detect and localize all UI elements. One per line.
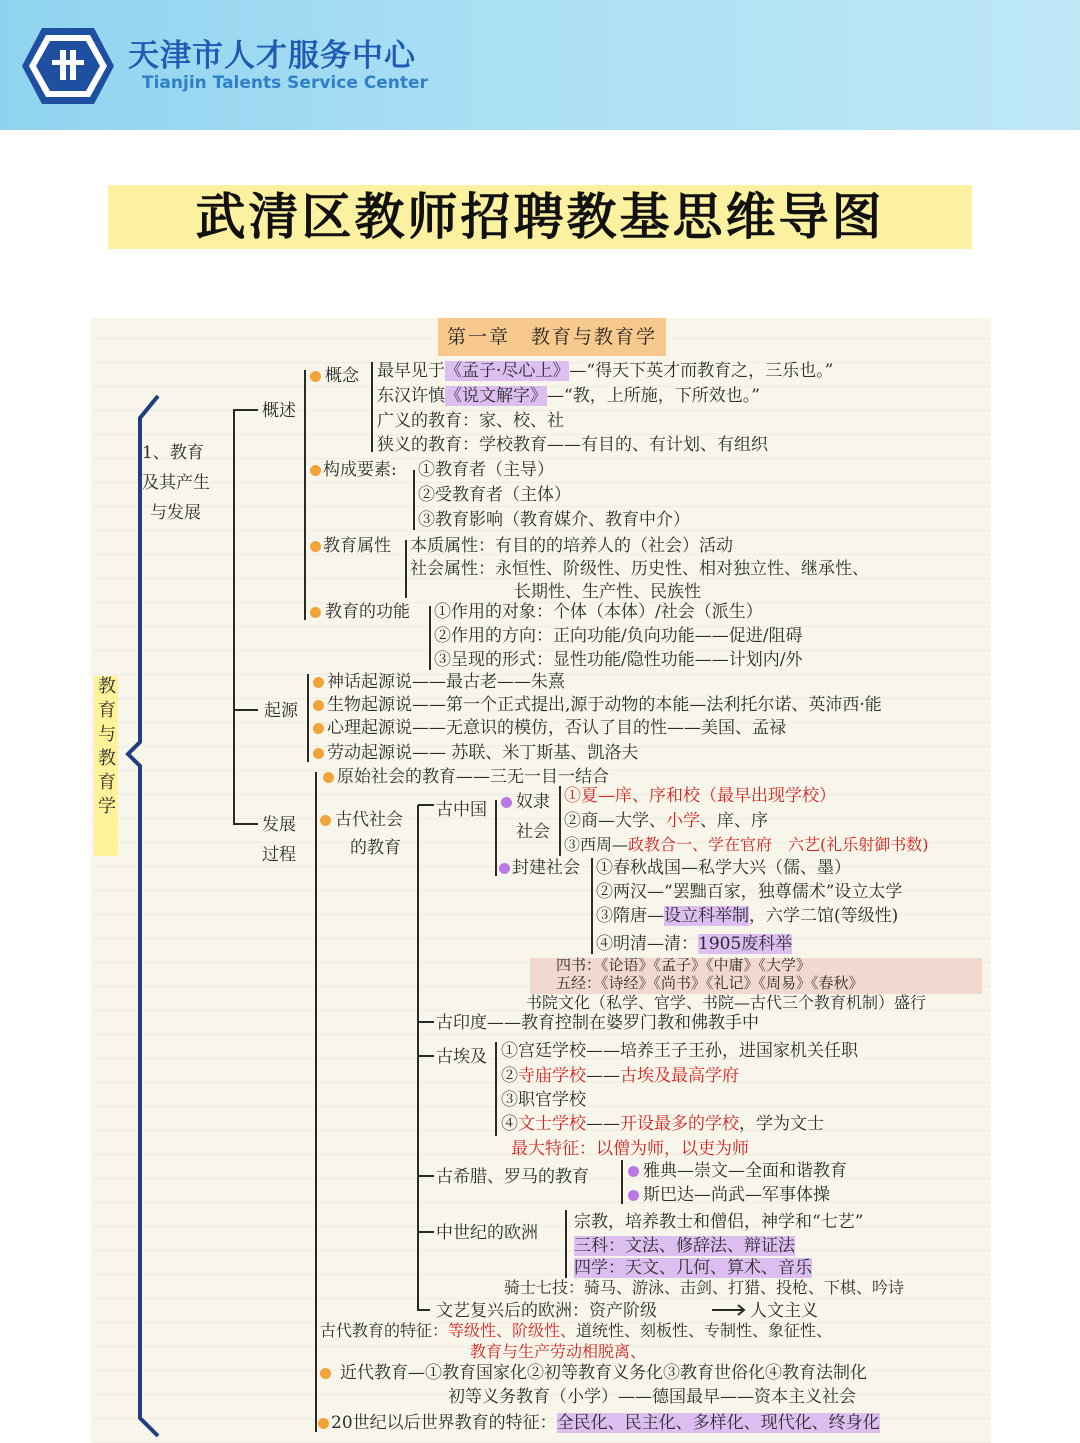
medieval-item-4: 骑士七技：骑马、游泳、击剑、打猎、投枪、下棋、吟诗 xyxy=(504,1278,905,1297)
attributes-item-3: 长期性、生产性、民族性 xyxy=(514,582,701,602)
concept-line-4: 狭义的教育：学校教育——有目的、有计划、有组织 xyxy=(377,435,768,455)
bullet-dot xyxy=(313,700,324,711)
bullet-dot-purple xyxy=(501,797,512,808)
medieval-item-2: 三科：文法、修辞法、辩证法 xyxy=(574,1236,795,1256)
concept-line-1: 最早见于《孟子·尽心上》—“得天下英才而教育之，三乐也。” xyxy=(377,361,834,381)
overview-label: 概述 xyxy=(262,401,296,421)
medieval-item-1: 宗教，培养教士和僧侣，神学和“七艺” xyxy=(574,1212,864,1232)
egypt-label: 古埃及 xyxy=(436,1047,487,1067)
bullet-dot xyxy=(323,772,334,783)
bullet-dot xyxy=(320,815,331,826)
egypt-item-4: ④文士学校——开设最多的学校，学为文士 xyxy=(501,1114,824,1134)
feudal-item-4: ④明清—清：1905废科举 xyxy=(596,934,793,954)
four-books: 四书：《论语》《孟子》《中庸》《大学》 xyxy=(556,956,812,974)
bullet-dot xyxy=(310,371,321,382)
renaissance-b: 人文主义 xyxy=(750,1301,818,1321)
feudal-item-2: ②两汉—“罢黜百家，独尊儒术”设立太学 xyxy=(596,882,903,902)
feudal-item-1: ①春秋战国—私学大兴（儒、墨） xyxy=(596,858,851,878)
bullet-dot xyxy=(310,465,321,476)
greece-item-2: 斯巴达—尚武—军事体操 xyxy=(643,1185,830,1205)
greece-label: 古希腊、罗马的教育 xyxy=(436,1167,589,1187)
bullet-dot xyxy=(310,607,321,618)
attributes-item-1: 本质属性：有目的的培养人的（社会）活动 xyxy=(410,536,733,556)
section-1-label: 1、教育 xyxy=(142,443,204,463)
bullet-dot xyxy=(318,1418,329,1429)
five-classics: 五经：《诗经》《尚书》《礼记》《周易》《春秋》 xyxy=(556,974,864,992)
bullet-dot-purple xyxy=(628,1190,639,1201)
section-1-label-b: 及其产生 xyxy=(142,473,210,493)
xia-item: ①夏—庠、序和校（最早出现学校） xyxy=(564,786,836,806)
greece-item-1: 雅典—崇文—全面和谐教育 xyxy=(643,1161,847,1181)
functions-label: 教育的功能 xyxy=(325,602,410,622)
elements-item-3: ③教育影响（教育媒介、教育中介） xyxy=(418,510,690,530)
ancient-features: 古代教育的特征：等级性、阶级性、道统性、刻板性、专制性、象征性、 xyxy=(320,1321,833,1340)
egypt-item-1: ①宫廷学校——培养王子王孙，进国家机关任职 xyxy=(501,1041,858,1061)
elements-item-1: ①教育者（主导） xyxy=(418,460,554,480)
origin-label: 起源 xyxy=(264,701,298,721)
ancient-label-b: 的教育 xyxy=(350,838,401,858)
elements-label: 构成要素: xyxy=(323,460,397,480)
origin-item-1: 神话起源说——最古老——朱熹 xyxy=(327,672,565,692)
ancient-label-a: 古代社会 xyxy=(335,810,403,830)
bullet-dot xyxy=(310,541,321,552)
concept-line-2: 东汉许慎《说文解字》—“教，上所施，下所效也。” xyxy=(377,386,760,406)
century-20-features: 20世纪以后世界教育的特征：全民化、民主化、多样化、现代化、终身化 xyxy=(331,1413,880,1433)
bullet-dot-purple xyxy=(499,863,510,874)
modern-education-2: 初等义务教育（小学）——德国最早——资本主义社会 xyxy=(448,1387,856,1407)
concept-line-3: 广义的教育：家、校、社 xyxy=(377,411,564,431)
primitive-education: 原始社会的教育——三无一目一结合 xyxy=(337,767,609,787)
china-label: 古中国 xyxy=(436,800,487,820)
medieval-label: 中世纪的欧洲 xyxy=(436,1223,538,1243)
zhou-item: ③西周—政教合一、学在官府 六艺(礼乐射御书数) xyxy=(564,835,929,854)
functions-item-2: ②作用的方向：正向功能/负向功能——促进/阻碍 xyxy=(434,626,803,646)
org-name-en: Tianjin Talents Service Center xyxy=(142,73,428,93)
origin-item-3: 心理起源说——无意识的模仿，否认了目的性——美国、孟禄 xyxy=(327,718,786,738)
bullet-dot xyxy=(320,1368,331,1379)
development-label-a: 发展 xyxy=(262,815,296,835)
chapter-heading: 第一章 教育与教育学 xyxy=(438,318,666,356)
egypt-feature: 最大特征：以僧为师，以吏为师 xyxy=(511,1139,749,1159)
origin-item-4: 劳动起源说—— 苏联、米丁斯基、凯洛夫 xyxy=(327,743,639,763)
egypt-item-2: ②寺庙学校——古埃及最高学府 xyxy=(501,1066,739,1086)
section-1-label-c: 与发展 xyxy=(150,503,201,523)
bullet-dot xyxy=(313,677,324,688)
origin-item-2: 生物起源说——第一个正式提出,源于动物的本能—法利托尔诺、英沛西·能 xyxy=(327,695,882,715)
attributes-label: 教育属性 xyxy=(323,536,391,556)
renaissance-a: 文艺复兴后的欧洲：资产阶级 xyxy=(436,1301,657,1321)
root-brace xyxy=(128,396,158,1436)
slave-label-a: 奴隶 xyxy=(516,792,550,812)
bullet-dot xyxy=(313,748,324,759)
elements-item-2: ②受教育者（主体） xyxy=(418,485,571,505)
egypt-item-3: ③职官学校 xyxy=(501,1090,586,1110)
bullet-dot-purple xyxy=(628,1166,639,1177)
shang-item: ②商—大学、小学、庠、序 xyxy=(564,811,768,831)
root-label: 教育与教育学 xyxy=(94,676,118,856)
academy-culture: 书院文化（私学、官学、书院—古代三个教育机制）盛行 xyxy=(526,993,927,1012)
feudal-item-3: ③隋唐—设立科举制，六学二馆(等级性) xyxy=(596,906,899,926)
page-title: 武清区教师招聘教基思维导图 xyxy=(195,188,885,246)
development-label-b: 过程 xyxy=(262,845,296,865)
modern-education: 近代教育—①教育国家化②初等教育义务化③教育世俗化④教育法制化 xyxy=(340,1363,867,1383)
india-item: 古印度——教育控制在婆罗门教和佛教手中 xyxy=(436,1013,759,1033)
bullet-dot xyxy=(313,723,324,734)
attributes-item-2: 社会属性：永恒性、阶级性、历史性、相对独立性、继承性、 xyxy=(410,559,869,579)
ancient-features-2: 教育与生产劳动相脱离、 xyxy=(470,1342,647,1361)
slave-label-b: 社会 xyxy=(516,822,550,842)
concept-label: 概念 xyxy=(325,366,359,386)
feudal-label: 封建社会 xyxy=(512,858,580,878)
medieval-item-3: 四学：天文、几何、算术、音乐 xyxy=(574,1258,812,1278)
org-name-cn: 天津市人才服务中心 xyxy=(128,38,416,74)
functions-item-1: ①作用的对象：个体（本体）/社会（派生） xyxy=(434,602,763,622)
functions-item-3: ③呈现的形式：显性功能/隐性功能——计划内/外 xyxy=(434,650,803,670)
